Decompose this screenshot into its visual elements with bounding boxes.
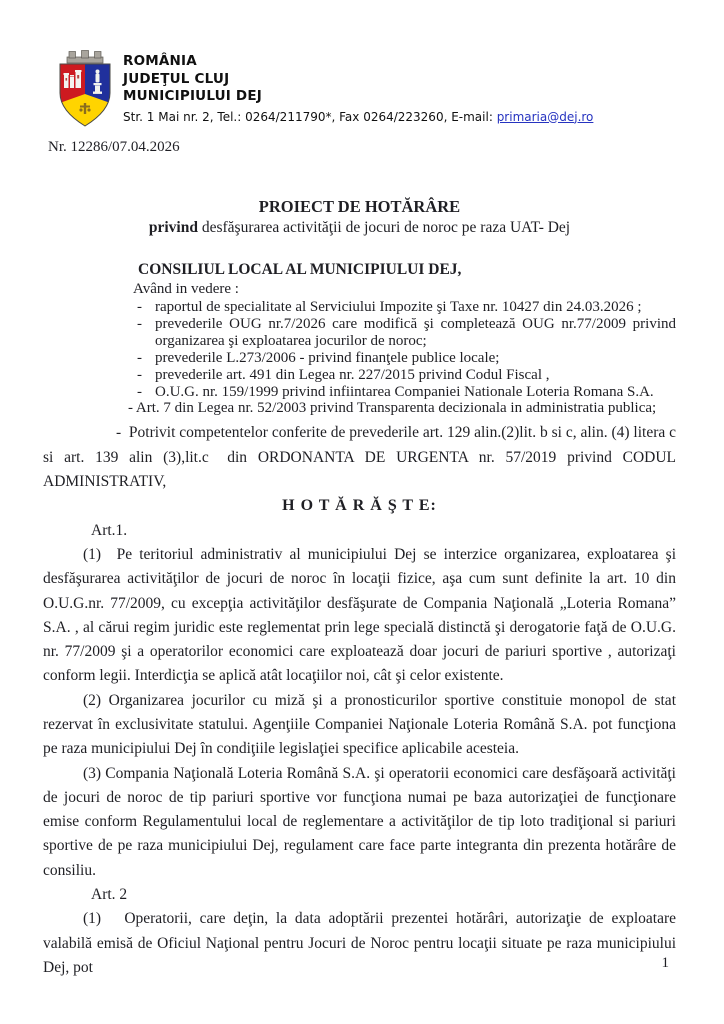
list-item-text: prevederile art. 491 din Legea nr. 227/2015 privind Codul Fiscal , bbox=[155, 366, 550, 383]
article-1-paragraph-3: (3) Compania Naţională Loteria Română S.A. şi operatorii economici care desfăşoară activităţi de jocuri de noroc de tip pariuri sportive vor funcţiona numai pe baza autorizaţiei de funcţionare emise conform Regulamentului local de reglementare a activităţilor de tip loto tradiţional si pariuri sportive de pe raza municipiului Dej, regulament care face parte integranta din prezenta hotărâre de consiliu. bbox=[43, 764, 676, 879]
subtitle-rest: desfăşurarea activităţii de jocuri de noroc pe raza UAT- Dej bbox=[197, 219, 571, 236]
list-item-text: O.U.G. nr. 159/1999 privind infiintarea Companiei Nationale Loteria Romana S.A. bbox=[155, 383, 654, 400]
list-item bbox=[43, 384, 676, 401]
transparency-law-line: - Art. 7 din Legea nr. 52/2003 privind Transparenta decizionala in administratia publica; bbox=[128, 400, 657, 417]
email-link[interactable]: primaria@dej.ro bbox=[496, 109, 594, 124]
considerations-list bbox=[43, 299, 676, 400]
article-2-label: Art. 2 bbox=[91, 886, 128, 904]
county-name: JUDEŢUL CLUJ bbox=[123, 70, 230, 87]
article-1-label: Art.1. bbox=[91, 521, 128, 539]
list-item-text: raportul de specialitate al Serviciului Impozite şi Taxe nr. 10427 din 24.03.2026 ; bbox=[155, 299, 642, 315]
subtitle-lead: privind bbox=[148, 219, 198, 236]
registration-number: Nr. 12286/07.04.2026 bbox=[48, 139, 180, 155]
article-2-paragraph-1: (1) Operatorii, care deţin, la data adoptării prezentei hotărâri, autorizaţie de exploatare valabilă emisă de Oficiul Naţional pentru Jocuri de Noroc pentru locaţii situate pe raza municipiului Dej, pot bbox=[43, 910, 676, 976]
having-regard-line: Având in vedere : bbox=[133, 281, 239, 297]
list-item bbox=[43, 316, 676, 350]
letterhead bbox=[57, 50, 593, 128]
contact-line bbox=[123, 109, 593, 125]
document-title: PROIECT DE HOTĂRÂRE bbox=[258, 197, 461, 216]
dash-marker: - bbox=[137, 366, 142, 383]
list-item bbox=[43, 299, 676, 316]
address-text: Str. 1 Mai nr. 2, Tel.: 0264/211790*, Fax 0264/223260, E-mail: bbox=[123, 109, 497, 124]
article-1-paragraph-2: (2) Organizarea jocurilor cu miză şi a pronosticurilor sportive constituie monopol de stat rezervat în exclusivitate statului. Agenţiile Companiei Naţionale Loteria Română S.A. pot funcţiona pe raza municipiului Dej în condiţiile legislaţiei specifice aplicabile acesteia. bbox=[43, 691, 676, 758]
competence-paragraph: - Potrivit competentelor conferite de prevederile art. 129 alin.(2)lit. b si c, alin. (4) litera c si art. 139 alin (3),lit.c din ORDONANTA DE URGENTA nr. 57/2019 privind CODUL ADMINISTRATIV, bbox=[43, 424, 676, 491]
dash-marker: - bbox=[137, 349, 142, 366]
crest-crown bbox=[67, 51, 103, 64]
document-subtitle bbox=[43, 217, 676, 238]
list-item-text: prevederile OUG nr.7/2026 care modifică şi completează OUG nr.77/2009 privind organizarea şi exploatarea jocurilor de noroc; bbox=[155, 315, 676, 349]
council-heading: CONSILIUL LOCAL AL MUNICIPIULUI DEJ, bbox=[138, 261, 462, 278]
dash-marker: - bbox=[137, 383, 142, 400]
list-item-text: prevederile L.273/2006 - privind finanţele publice locale; bbox=[155, 349, 500, 366]
article-1-paragraph-1: (1) Pe teritoriul administrativ al municipiului Dej se interzice organizarea, exploatarea şi desfăşurarea activităţilor de jocuri de noroc în locaţii fizice, aşa cum sunt definite la art. 10 din O.U.G.nr. 77/2009, cu excepţia activităţilor desfăşurate de Compania Naţională „Loteria Romana” S.A. , al cărui regim juridic este reglementat prin lege specială distinctă şi derogatorie faţă de O.U.G. nr. 77/2009 şi a operatorilor economici care exploatează doar jocuri de pariuri sportive , autorizaţi conform legii. Interdicţia se aplică atât locaţiilor noi, cât şi celor existente. bbox=[43, 545, 676, 685]
list-item bbox=[43, 367, 676, 384]
decides-heading: H O T Ă R Ă Ş T E: bbox=[282, 497, 437, 515]
dash-marker: - bbox=[137, 315, 142, 332]
coat-of-arms bbox=[57, 50, 113, 128]
page-number: 1 bbox=[661, 955, 669, 971]
country-name: ROMÂNIA bbox=[123, 53, 197, 69]
document-body bbox=[43, 196, 676, 980]
municipality-name: MUNICIPIULUI DEJ bbox=[123, 88, 262, 104]
letterhead-text bbox=[123, 50, 593, 125]
dash-marker: - bbox=[137, 299, 142, 315]
list-item bbox=[43, 350, 676, 367]
